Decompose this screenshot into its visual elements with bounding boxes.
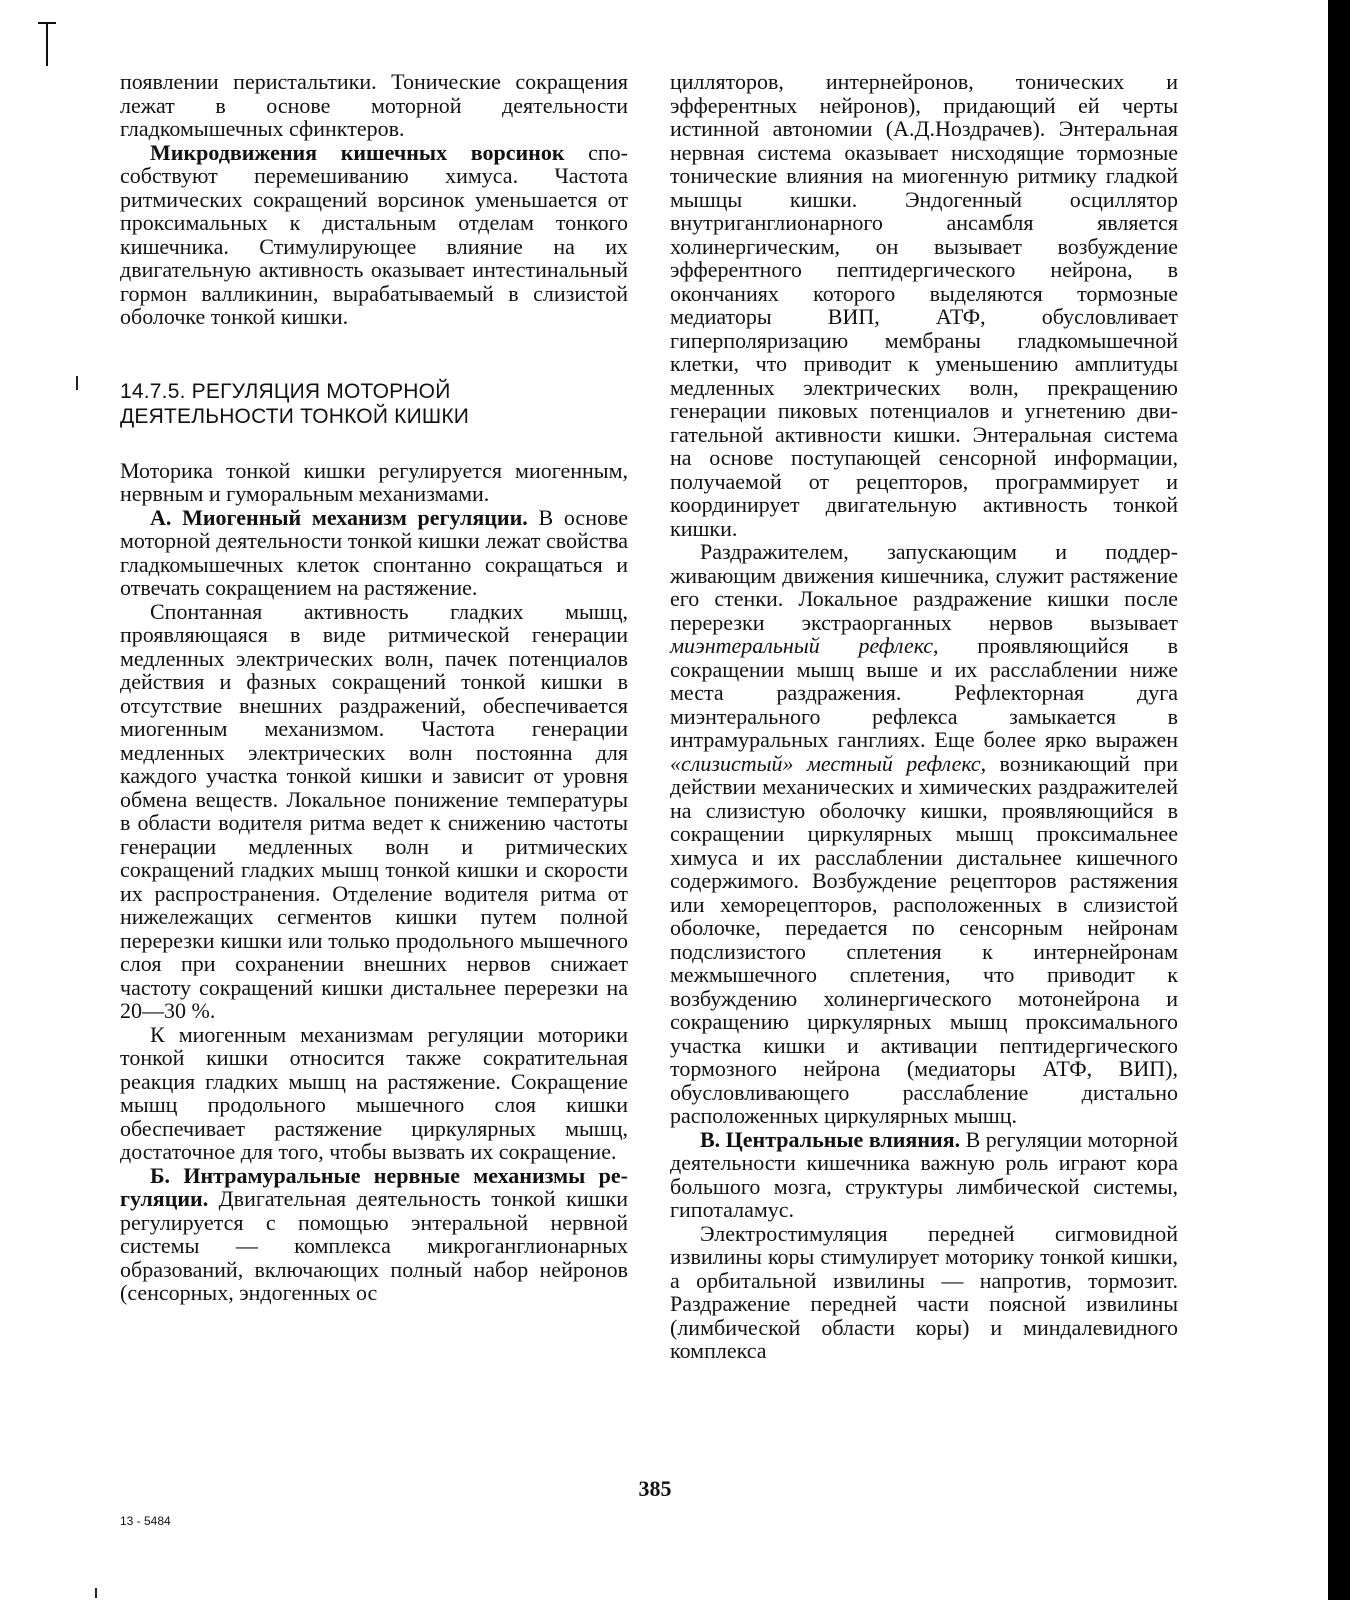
bold-term: Микродвижения кишечных ворсинок (150, 139, 565, 165)
crop-mark (38, 22, 56, 66)
paragraph (670, 1128, 1178, 1222)
paragraph-text: Двигательная деятельность тонкой кишки регулируется с помощью энтеральной нервной системы — комплекса микроганглионарных образований, включающих полный набор нейронов (сенсорных, эндогенных ос (120, 1186, 628, 1305)
section-heading-line: ДЕЯТЕЛЬНОСТИ ТОНКОЙ КИШКИ (120, 404, 470, 428)
scan-speck (95, 1588, 97, 1598)
paragraph: К миогенным механизмам регуляции моторики тонкой кишки относится также сократительная реакция гладких мышц на растяжение. Сокращение мышц продольного мышечного слоя кишки обеспечивает растяжение циркулярных мышц, достаточное для того, чтобы вызвать их сокращение. (120, 1021, 628, 1164)
paragraph-text: способствуют перемешиванию химуса. Частота ритмических сокращений ворсинок уменьшается от проксимальных к дистальным отделам тонкого кишечника. Стимулирующее влияние на их двигательную активность оказывает интестинальный гормон валликинин, вырабатываемый в слизистой оболочке тонкой кишки. (120, 139, 628, 329)
section-heading-line: 14.7.5. РЕГУЛЯЦИЯ МОТОРНОЙ (120, 379, 451, 403)
paragraph: Электростимуляция передней сигмовидной извилины коры стимулирует моторику тонкой кишки, а орбитальной извилины — напротив, тормозит. Раздражение передней части поясной извилины (лимбической области коры) и миндалевидного комплекса (670, 1220, 1178, 1363)
right-column (670, 70, 1178, 1363)
scan-speck (76, 376, 78, 390)
left-column (120, 70, 628, 1305)
paragraph (670, 540, 1178, 1128)
bold-term: Б. Интрамуральные нервные механизмы регуляции. (120, 1162, 628, 1211)
paragraph-text: , возникающий при действии механических и химических раздражителей на слизистую оболочку кишки, проявляющийся в сокращении циркулярных мышц проксимальнее химуса и их расслаблении дистальнее кишечного содержимого. Возбуждение рецепторов растяжения или хеморецепторов, расположенных в слизистой оболочке, передается по сенсорным нейронам подслизистого сплетения к интернейронам межмышечного сплетения, что приводит к возбуждению холинергического мотонейрона и сокращению циркулярных мышц проксимального участка кишки и активации пептидергического тормозного нейрона (медиаторы АТФ, ВИП), обусловливающего расслабление дистально расположенных циркулярных мышц. (670, 750, 1178, 1128)
paragraph: цилляторов, интернейронов, тонических и эфферентных нейронов), придающий ей черты истинной автономии (А.Д.Ноздрачев). Энтеральная нервная система оказывает нисходящие тормозные тонические влияния на миогенную ритмику гладкой мышцы кишки. Эндогенный осциллятор внутриганглионарного ансамбля является холинергическим, он вызывает возбуждение эфферентного пептидергического нейрона, в окончаниях которого выделяются тормозные медиаторы ВИП, АТФ, обусловливает гиперполяризацию мембраны гладкомышечной клетки, что приводит к уменьшению амплитуды медленных электрических волн, прекращению генерации пиковых потенциалов и угнетению двигательной активности кишки. Энтеральная система на основе поступающей сенсорной информации, получаемой от рецепторов, программирует и координирует двигательную активность тонкой кишки. (670, 69, 1178, 541)
paragraph-text: Раздражителем, запускающим и поддерживающим движения кишечника, служит растяжение его стенки. Локальное раздражение кишки после перерезки экстраорганных нервов вызывает (670, 539, 1178, 635)
bold-term: В. Центральные влияния. (700, 1126, 961, 1152)
paragraph-text: В регуляции моторной деятельности кишечника важную роль играют кора большого мозга, структуры лимбической системы, гипоталамус. (670, 1126, 1179, 1222)
page-number: 385 (638, 1476, 672, 1501)
paragraph: Моторика тонкой кишки регулируется миогенным, нервным и гуморальным механизмами. (120, 457, 628, 506)
scan-edge-bar (1328, 0, 1350, 1600)
paragraph: появлении перистальтики. Тонические сокращения лежат в основе моторной деятельности гладкомышечных сфинктеров. (120, 69, 628, 141)
italic-term: миэнтеральный рефлекс (670, 633, 933, 658)
paragraph (120, 141, 628, 329)
paragraph (120, 506, 628, 600)
section-heading (120, 379, 628, 429)
print-code: 13 - 5484 (120, 1514, 171, 1528)
paragraph-text: , проявляющийся в сокращении мышц выше и их расслаблении ниже места раздражения. Рефлекторная дуга миэнтерального рефлекса замыкается в интрамуральных ганглиях. Еще более ярко выражен (670, 633, 1178, 752)
paragraph: Спонтанная активность гладких мышц, проявляющаяся в виде ритмической генерации медленных электрических волн, пачек потенциалов действия и фазных сокращений тонкой кишки в отсутствие внешних раздражений, обеспечивается миогенным механизмом. Частота генерации медленных электрических волн постоянна для каждого участка тонкой кишки и зависит от уровня обмена веществ. Локальное понижение температуры в области водителя ритма ведет к снижению частоты генерации медленных волн и ритмических сокращений гладких мышц тонкой кишки и скорости их распространения. Отделение водителя ритма от нижележащих сегментов кишки путем полной перерезки кишки или только продольного мышечного слоя при сохранении внешних нервов снижает частоту сокращений кишки дистальнее перерезки на 20—30 %. (120, 598, 628, 1023)
paragraph-text: В основе моторной деятельности тонкой кишки лежат свойства гладкомышечных клеток спонтанно сокращаться и отвечать сокращением на растяжение. (120, 504, 628, 600)
italic-term: «слизистый» местный рефлекс (670, 750, 981, 776)
paragraph (120, 1164, 628, 1305)
bold-term: А. Миогенный механизм регуляции. (150, 504, 528, 530)
